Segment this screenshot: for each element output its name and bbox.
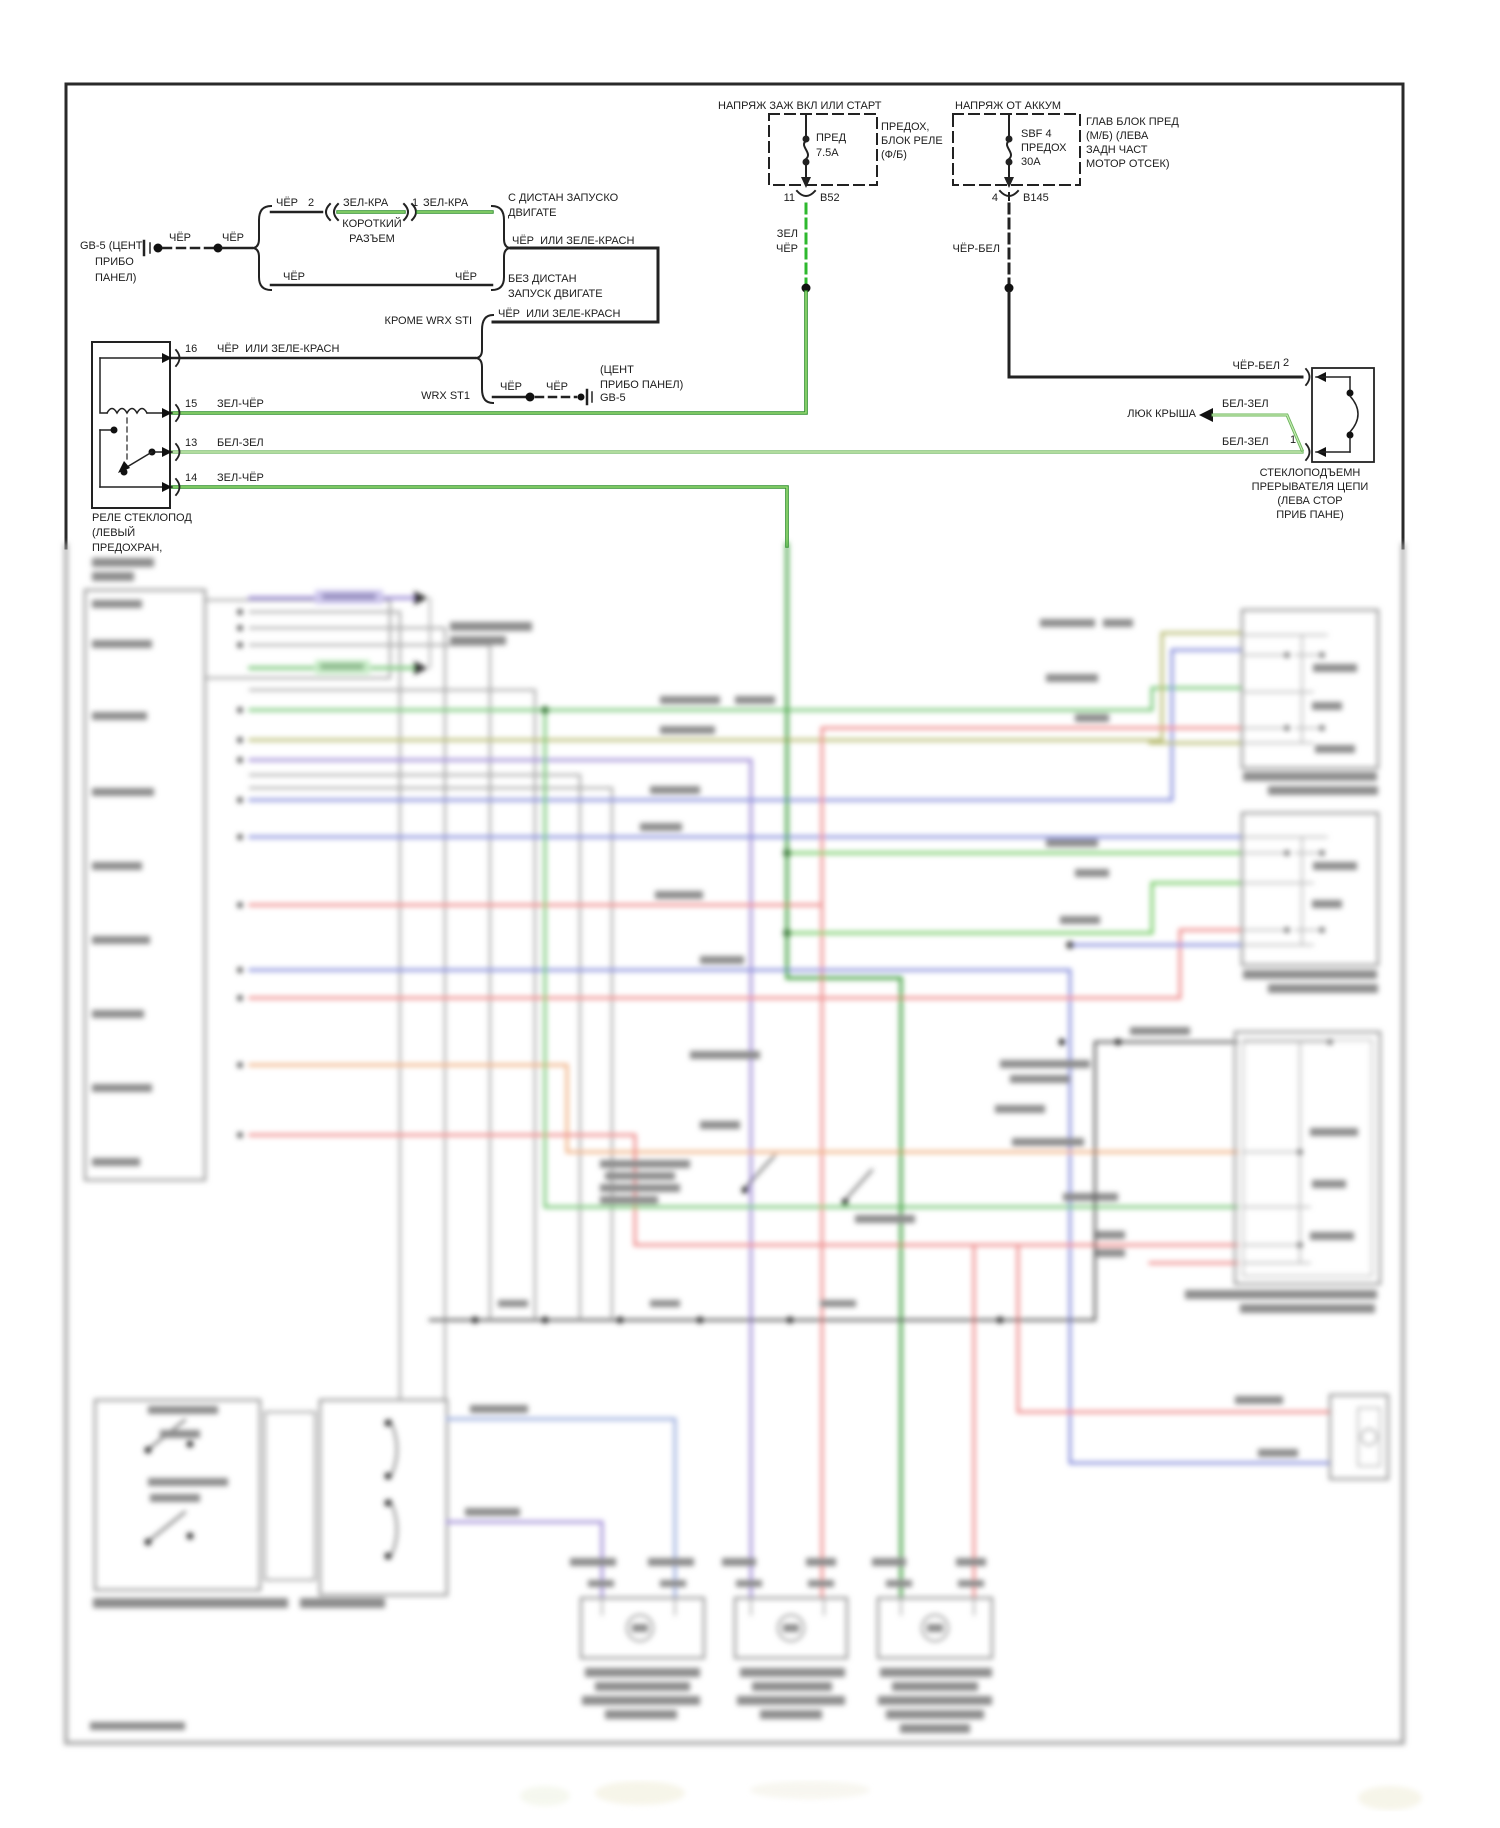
wire-label-chyor-bel: ЧЁР-БЕЛ — [952, 243, 1000, 255]
wrx-gnd-3: GB-5 — [600, 392, 626, 404]
wire-14-green — [172, 487, 787, 546]
breaker-wire-2: ЧЁР-БЕЛ — [1232, 360, 1280, 372]
fuse-battery-side-3: ЗАДН ЧАСТ — [1086, 144, 1148, 156]
gb5-label-2: ПРИБО — [95, 256, 134, 268]
connector-b145: B145 — [1023, 192, 1049, 204]
fuse-battery-side-2: (М/Б) (ЛЕВА — [1086, 130, 1149, 142]
wrx-gnd-2: ПРИБО ПАНЕЛ) — [600, 379, 684, 391]
wire-label-zel: ЗЕЛ — [776, 228, 798, 240]
relay-pin-13: 13 — [185, 437, 198, 449]
wrx-st1: WRX ST1 — [421, 390, 470, 402]
breaker-name-4: ПРИБ ПАНЕ) — [1276, 509, 1344, 521]
blurred-schematic-section — [66, 544, 1403, 1743]
with-remote-start-2: ДВИГАТЕ — [508, 207, 557, 219]
breaker-wire-bel-zel-1: БЕЛ-ЗЕЛ — [1222, 398, 1269, 410]
fuse-battery-name: SBF 4 — [1021, 128, 1052, 140]
wrx-chyor-2: ЧЁР — [545, 381, 568, 393]
gb5-wire-1: ЧЁР — [168, 232, 191, 244]
short-conn-pin1: 1 — [412, 197, 419, 209]
fuse-ignition-side-1: ПРЕДОХ, — [881, 121, 930, 133]
fuse-ignition-side-3: (Ф/Б) — [881, 149, 907, 161]
wire-chyor-ili-1: ЧЁР ИЛИ ЗЕЛЕ-КРАСН — [512, 235, 635, 247]
without-remote-start-2: ЗАПУСК ДВИГАТЕ — [508, 288, 603, 300]
breaker-element — [1350, 396, 1358, 432]
bottom-branch-chyor-1: ЧЁР — [283, 271, 306, 283]
relay-name-3: ПРЕДОХРАН, — [92, 542, 163, 554]
without-remote-start-1: БЕЗ ДИСТАН — [508, 273, 577, 285]
relay-pin-15: 15 — [185, 398, 198, 410]
with-remote-start-1: С ДИСТАН ЗАПУСКО — [508, 192, 619, 204]
wire-label-chyor: ЧЁР — [775, 243, 798, 255]
bottom-branch-chyor-2: ЧЁР — [455, 271, 478, 283]
sunroof-arrow — [1199, 408, 1213, 422]
watermark-smudge — [520, 1781, 1422, 1810]
wire-chyor-ili-2: ЧЁР ИЛИ ЗЕЛЕ-КРАСН — [498, 308, 621, 320]
fuse-ignition-name: ПРЕД — [816, 132, 847, 144]
connector-b52: B52 — [820, 192, 840, 204]
relay-wire-15: ЗЕЛ-ЧЁР — [217, 398, 264, 410]
wrx-gnd-1: (ЦЕНТ — [600, 364, 634, 376]
breaker-name-3: (ЛЕВА СТОР — [1277, 495, 1343, 507]
breaker-pin-1: 1 — [1290, 434, 1297, 446]
relay-wire-16: ЧЁР ИЛИ ЗЕЛЕ-КРАСН — [217, 343, 340, 355]
breaker-name-1: СТЕКЛОПОДЪЕМН — [1259, 467, 1361, 479]
breaker-name-2: ПРЕРЫВАТЕЛЯ ЦЕПИ — [1251, 481, 1369, 493]
gb5-wire-2: ЧЁР — [221, 232, 244, 244]
relay-pin-16: 16 — [185, 343, 198, 355]
fuse-battery-type: ПРЕДОХ — [1021, 142, 1067, 154]
relay-wire-14: ЗЕЛ-ЧЁР — [217, 472, 264, 484]
gb5-label-1: GB-5 (ЦЕНТ — [80, 240, 143, 252]
relay-name-2: (ЛЕВЫЙ — [92, 527, 136, 539]
short-conn-name-1: КОРОТКИЙ — [342, 218, 402, 230]
gb5-label-3: ПАНЕЛ) — [95, 272, 137, 284]
fuse-battery-rating: 30А — [1021, 156, 1041, 168]
relay-coil — [107, 409, 147, 414]
fuse-battery-header: НАПРЯЖ ОТ АККУМ — [955, 100, 1062, 112]
brace-left — [252, 206, 271, 290]
fuse-battery-side-1: ГЛАВ БЛОК ПРЕД — [1086, 116, 1179, 128]
sunroof-label: ЛЮК КРЫША — [1127, 408, 1196, 420]
short-conn-pin2: 2 — [308, 197, 315, 209]
breaker-wire-bel-zel-2: БЕЛ-ЗЕЛ — [1222, 436, 1269, 448]
breaker-pin-2: 2 — [1283, 357, 1290, 369]
krome-wrx-sti: КРОМЕ WRX STI — [384, 315, 472, 327]
short-conn-zel-kra-2: ЗЕЛ-КРА — [423, 197, 469, 209]
clear-schematic-linework — [66, 84, 1403, 548]
short-conn-name-2: РАЗЪЕМ — [349, 233, 395, 245]
relay-box — [92, 342, 170, 508]
page-border-top — [66, 84, 1403, 548]
relay-name-1: РЕЛЕ СТЕКЛОПОД — [92, 512, 192, 524]
breaker-box — [1312, 368, 1374, 462]
fuse-ignition-rating: 7.5А — [816, 147, 839, 159]
relay-pin-14: 14 — [185, 472, 198, 484]
relay-wire-13: БЕЛ-ЗЕЛ — [217, 437, 264, 449]
connector-pin-4: 4 — [991, 192, 998, 204]
short-conn-chyor: ЧЁР — [276, 197, 299, 209]
fuse-ignition-header: НАПРЯЖ ЗАЖ ВКЛ ИЛИ СТАРТ — [718, 100, 882, 112]
wrx-chyor-1: ЧЁР — [499, 381, 522, 393]
connector-pin-11: 11 — [783, 192, 795, 204]
fuse-ignition-side-2: БЛОК РЕЛЕ — [881, 135, 943, 147]
fuse-battery-side-4: МОТОР ОТСЕК) — [1086, 158, 1170, 170]
short-conn-zel-kra-1: ЗЕЛ-КРА — [343, 197, 389, 209]
